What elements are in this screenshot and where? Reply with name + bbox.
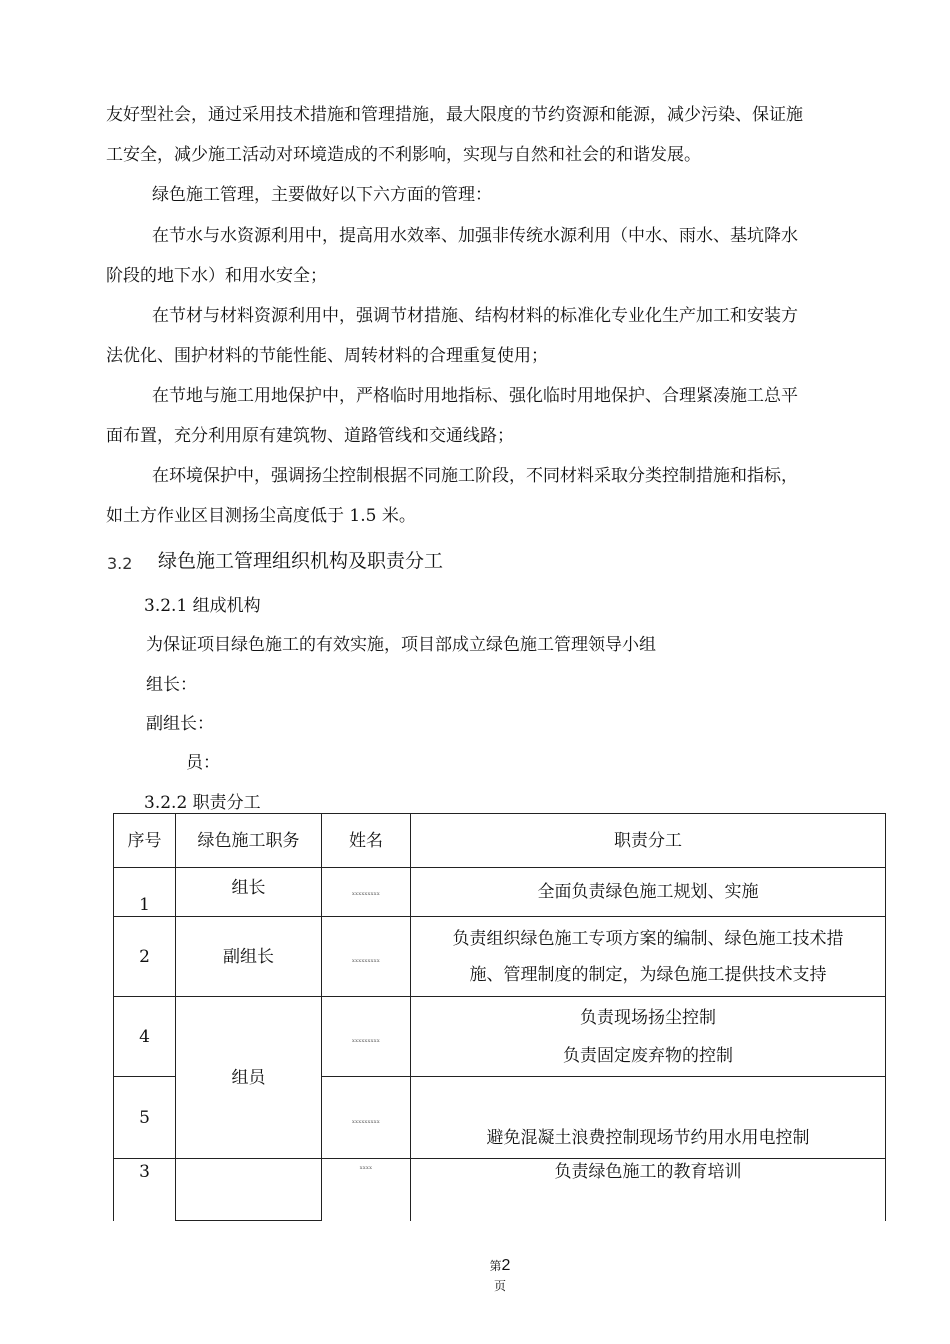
table-cell-role: 副组长: [176, 917, 322, 997]
table-cell-name: xxxxxxxxx: [322, 917, 411, 997]
text-line: 为保证项目绿色施工的有效实施，项目部成立绿色施工管理领导小组: [146, 635, 656, 655]
table-cell-name: xxxxxxxxx: [322, 1077, 411, 1159]
table-cell-name: xxxxxxxxx: [322, 997, 411, 1077]
table-cell-duty: 负责绿色施工的教育培训: [411, 1159, 886, 1221]
table-cell-duty: [411, 917, 886, 997]
leader-label: 组长：: [146, 675, 197, 695]
table-row: [114, 997, 886, 1077]
table-cell-role: 组长: [176, 868, 322, 917]
text-line: 阶段的地下水）和用水安全；: [106, 266, 327, 286]
deputy-label: 副组长：: [146, 714, 214, 734]
member-label: 员：: [186, 753, 220, 773]
table-header: 职责分工: [411, 814, 886, 868]
table-header: 姓名: [322, 814, 411, 868]
text-line: 在节材与材料资源利用中，强调节材措施、结构材料的标准化专业化生产加工和安装方: [152, 306, 798, 326]
table-cell-name: xxxxxxxxx: [322, 868, 411, 917]
duty-line: 施、管理制度的制定，为绿色施工提供技术支持: [469, 964, 827, 985]
table-cell-duty: [411, 997, 886, 1077]
duty-line: 负责固定废弃物的控制: [563, 1045, 733, 1066]
subsection-title: 3.2.2 职责分工: [144, 793, 261, 813]
page-suffix: 页: [493, 1279, 506, 1293]
table-cell-name: xxxx: [322, 1159, 411, 1221]
table-cell-no: 2: [114, 917, 176, 997]
table-cell-duty: 全面负责绿色施工规划、实施: [411, 868, 886, 917]
page-number: 2: [501, 1257, 511, 1274]
table-cell-role: [176, 1159, 322, 1221]
text-line: 在节水与水资源利用中，提高用水效率、加强非传统水源利用（中水、雨水、基坑降水: [152, 226, 798, 246]
table-row: [114, 1159, 886, 1221]
text-line: 如土方作业区目测扬尘高度低于 1.5 米。: [106, 506, 416, 526]
table-row: [114, 917, 886, 997]
subsection-title: 3.2.1 组成机构: [144, 596, 261, 616]
table-header: 序号: [114, 814, 176, 868]
table-cell-role: 组员: [176, 997, 322, 1159]
table-cell-no: 5: [114, 1077, 176, 1159]
page-prefix: 第: [489, 1259, 502, 1273]
duty-line: 负责现场扬尘控制: [580, 1007, 716, 1028]
text-line: 在环境保护中，强调扬尘控制根据不同施工阶段，不同材料采取分类控制措施和指标，: [152, 466, 798, 486]
page-footer: [480, 1257, 520, 1294]
text-line: 绿色施工管理，主要做好以下六方面的管理：: [152, 185, 492, 205]
duty-table: [113, 813, 886, 1221]
text-line: 在节地与施工用地保护中，严格临时用地指标、强化临时用地保护、合理紧凑施工总平: [152, 386, 798, 406]
section-number: 3.2: [107, 554, 133, 573]
text-line: 法优化、围护材料的节能性能、周转材料的合理重复使用；: [106, 346, 548, 366]
table-cell-no: 3: [114, 1159, 176, 1221]
table-header-row: [114, 814, 886, 868]
text-line: 工安全，减少施工活动对环境造成的不利影响，实现与自然和社会的和谐发展。: [106, 145, 701, 165]
table-cell-duty: 避免混凝土浪费控制现场节约用水用电控制: [411, 1077, 886, 1159]
section-title: 绿色施工管理组织机构及职责分工: [158, 550, 444, 572]
text-line: 友好型社会，通过采用技术措施和管理措施，最大限度的节约资源和能源，减少污染、保证施: [106, 105, 803, 125]
duty-line: 负责组织绿色施工专项方案的编制、绿色施工技术措: [452, 928, 844, 949]
table-cell-no: 4: [114, 997, 176, 1077]
table-row: [114, 868, 886, 917]
text-line: 面布置，充分利用原有建筑物、道路管线和交通线路；: [106, 426, 514, 446]
table-cell-no: 1: [114, 868, 176, 917]
table-header: 绿色施工职务: [176, 814, 322, 868]
